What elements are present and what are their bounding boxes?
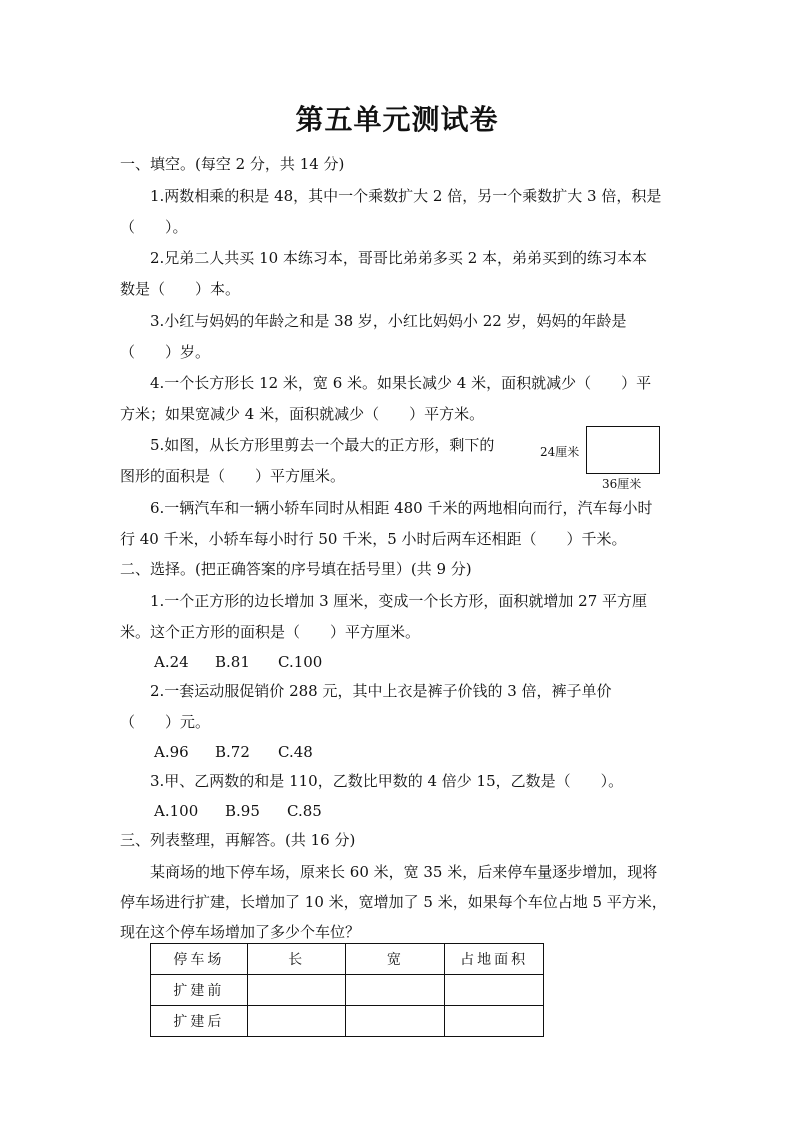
table-header-cell: 停车场 (151, 944, 248, 975)
section-heading: 一、填空。(每空 2 分，共 14 分) (120, 155, 345, 173)
option-c: C.100 (278, 653, 323, 671)
option-c: C.48 (278, 743, 313, 761)
section-heading: 二、选择。(把正确答案的序号填在括号里）(共 9 分) (120, 560, 472, 578)
option-b: B.72 (215, 743, 250, 761)
table-header-cell: 占地面积 (445, 944, 544, 975)
page-title: 第五单元测试卷 (295, 103, 499, 136)
question-line: （ ）。 (120, 218, 188, 236)
option-b: B.95 (225, 802, 260, 820)
option-a: A.100 (154, 802, 199, 820)
table-cell[interactable] (445, 1006, 544, 1037)
question-line: 图形的面积是（ ）平方厘米。 (120, 467, 346, 485)
question-line: 2.兄弟二人共买 10 本练习本，哥哥比弟弟多买 2 本，弟弟买到的练习本本 (150, 249, 648, 267)
question-line: 3.小红与妈妈的年龄之和是 38 岁，小红比妈妈小 22 岁，妈妈的年龄是 (150, 312, 627, 330)
question-line: 方米；如果宽减少 4 米，面积就减少（ ）平方米。 (120, 405, 485, 423)
option-a: A.96 (154, 743, 189, 761)
problem-text: 停车场进行扩建，长增加了 10 米，宽增加了 5 米，如果每个车位占地 5 平方米， (120, 893, 667, 911)
section-heading: 三、列表整理，再解答。(共 16 分) (120, 831, 356, 849)
question-line: 1.两数相乘的积是 48，其中一个乘数扩大 2 倍，另一个乘数扩大 3 倍，积是 (150, 187, 662, 205)
question-line: 行 40 千米，小轿车每小时行 50 千米，5 小时后两车还相距（ ）千米。 (120, 530, 627, 548)
table-cell[interactable] (346, 975, 445, 1006)
table-cell[interactable] (346, 1006, 445, 1037)
option-c: C.85 (287, 802, 322, 820)
table-cell[interactable] (247, 1006, 346, 1037)
rectangle-shape (586, 426, 660, 474)
option-b: B.81 (215, 653, 250, 671)
question-line: 5.如图，从长方形里剪去一个最大的正方形，剩下的 (150, 436, 495, 454)
table-row (151, 1006, 544, 1037)
question-line: 3.甲、乙两数的和是 110，乙数比甲数的 4 倍少 15，乙数是（ ）。 (150, 772, 624, 790)
rectangle-figure (540, 425, 665, 491)
question-line: 1.一个正方形的边长增加 3 厘米，变成一个长方形，面积就增加 27 平方厘 (150, 592, 648, 610)
table-cell: 扩建后 (151, 1006, 248, 1037)
question-line: 2.一套运动服促销价 288 元，其中上衣是裤子价钱的 3 倍，裤子单价 (150, 682, 612, 700)
figure-bottom-label: 36厘米 (602, 477, 642, 491)
table-header-cell: 宽 (346, 944, 445, 975)
question-line: 米。这个正方形的面积是（ ）平方厘米。 (120, 623, 421, 641)
figure-side-label: 24厘米 (540, 445, 580, 459)
problem-text: 某商场的地下停车场，原来长 60 米，宽 35 米，后来停车量逐步增加，现将 (150, 863, 658, 881)
question-line: 4.一个长方形长 12 米，宽 6 米。如果长减少 4 米，面积就减少（ ）平 (150, 374, 652, 392)
table-header-row (151, 944, 544, 975)
table-cell[interactable] (445, 975, 544, 1006)
data-table (150, 943, 544, 1037)
problem-text: 现在这个停车场增加了多少个车位？ (120, 923, 361, 941)
question-line: 数是（ ）本。 (120, 280, 241, 298)
table-cell: 扩建前 (151, 975, 248, 1006)
table-header-cell: 长 (247, 944, 346, 975)
question-line: （ ）元。 (120, 713, 211, 731)
question-line: 6.一辆汽车和一辆小轿车同时从相距 480 千米的两地相向而行，汽车每小时 (150, 499, 653, 517)
table-row (151, 975, 544, 1006)
table-cell[interactable] (247, 975, 346, 1006)
option-a: A.24 (154, 653, 189, 671)
question-line: （ ）岁。 (120, 343, 211, 361)
